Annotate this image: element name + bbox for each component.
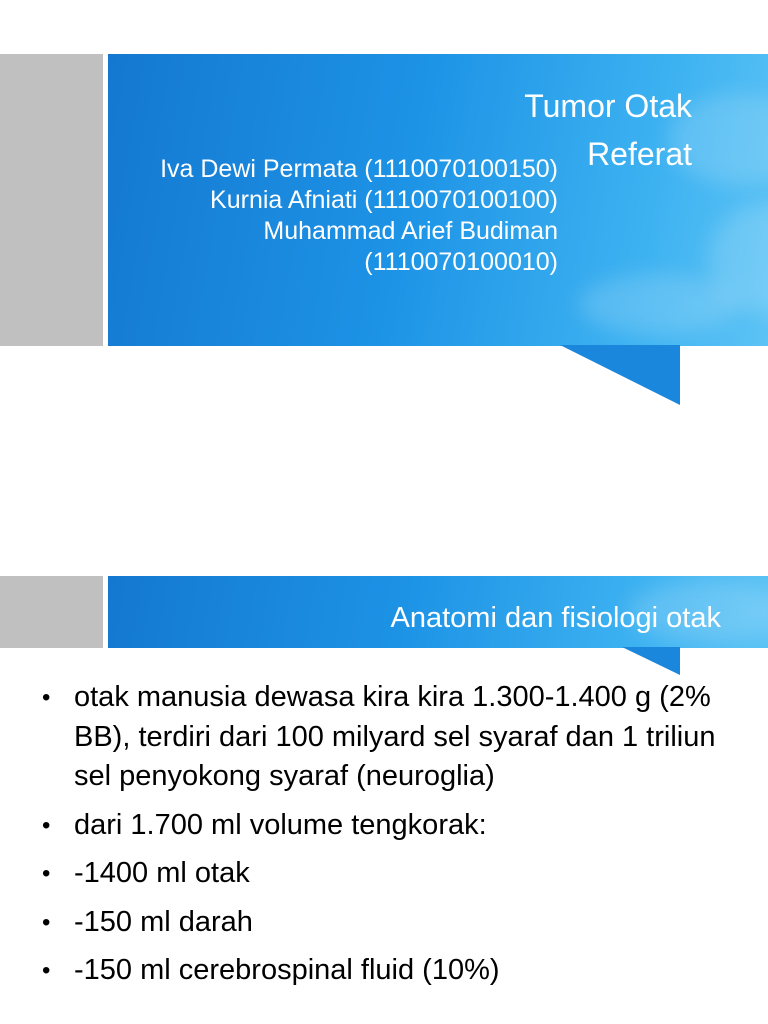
author-list bbox=[160, 154, 558, 278]
author-line: Iva Dewi Permata (1110070100150) bbox=[160, 155, 558, 183]
list-item bbox=[36, 678, 736, 797]
gray-accent-bar bbox=[0, 54, 103, 346]
author-line: Kurnia Afniati (1110070100100) bbox=[210, 186, 558, 214]
list-item bbox=[36, 951, 736, 991]
list-item-text: -150 ml cerebrospinal fluid (10%) bbox=[74, 954, 500, 986]
list-item-text: -150 ml darah bbox=[74, 905, 253, 938]
list-item-text: otak manusia dewasa kira kira 1.300-1.400 g (2% BB), terdiri dari 100 milyard sel syaraf dan 1 triliun sel penyokong syaraf (neuroglia) bbox=[74, 681, 716, 792]
title-line: Referat bbox=[587, 136, 692, 172]
author-line: Muhammad Arief Budiman bbox=[263, 217, 558, 245]
bullet-list bbox=[36, 678, 736, 1000]
bullet-icon: • bbox=[42, 811, 51, 839]
bullet-icon: • bbox=[42, 957, 51, 984]
slide-heading: Anatomi dan fisiologi otak bbox=[390, 602, 721, 634]
content-slide bbox=[0, 520, 768, 1024]
list-item bbox=[36, 806, 736, 846]
list-item bbox=[36, 854, 736, 894]
speech-tail bbox=[622, 647, 682, 677]
bullet-icon: • bbox=[42, 908, 51, 936]
list-item bbox=[36, 903, 736, 943]
title-line: Tumor Otak bbox=[524, 88, 692, 124]
bullet-icon: • bbox=[42, 684, 51, 711]
speech-tail bbox=[560, 345, 682, 407]
list-item-text: dari 1.700 ml volume tengkorak: bbox=[74, 808, 487, 841]
gray-accent-bar bbox=[0, 576, 103, 648]
list-item-text: -1400 ml otak bbox=[74, 857, 250, 889]
author-line: (1110070100010) bbox=[364, 248, 558, 276]
bullet-icon: • bbox=[42, 860, 51, 887]
